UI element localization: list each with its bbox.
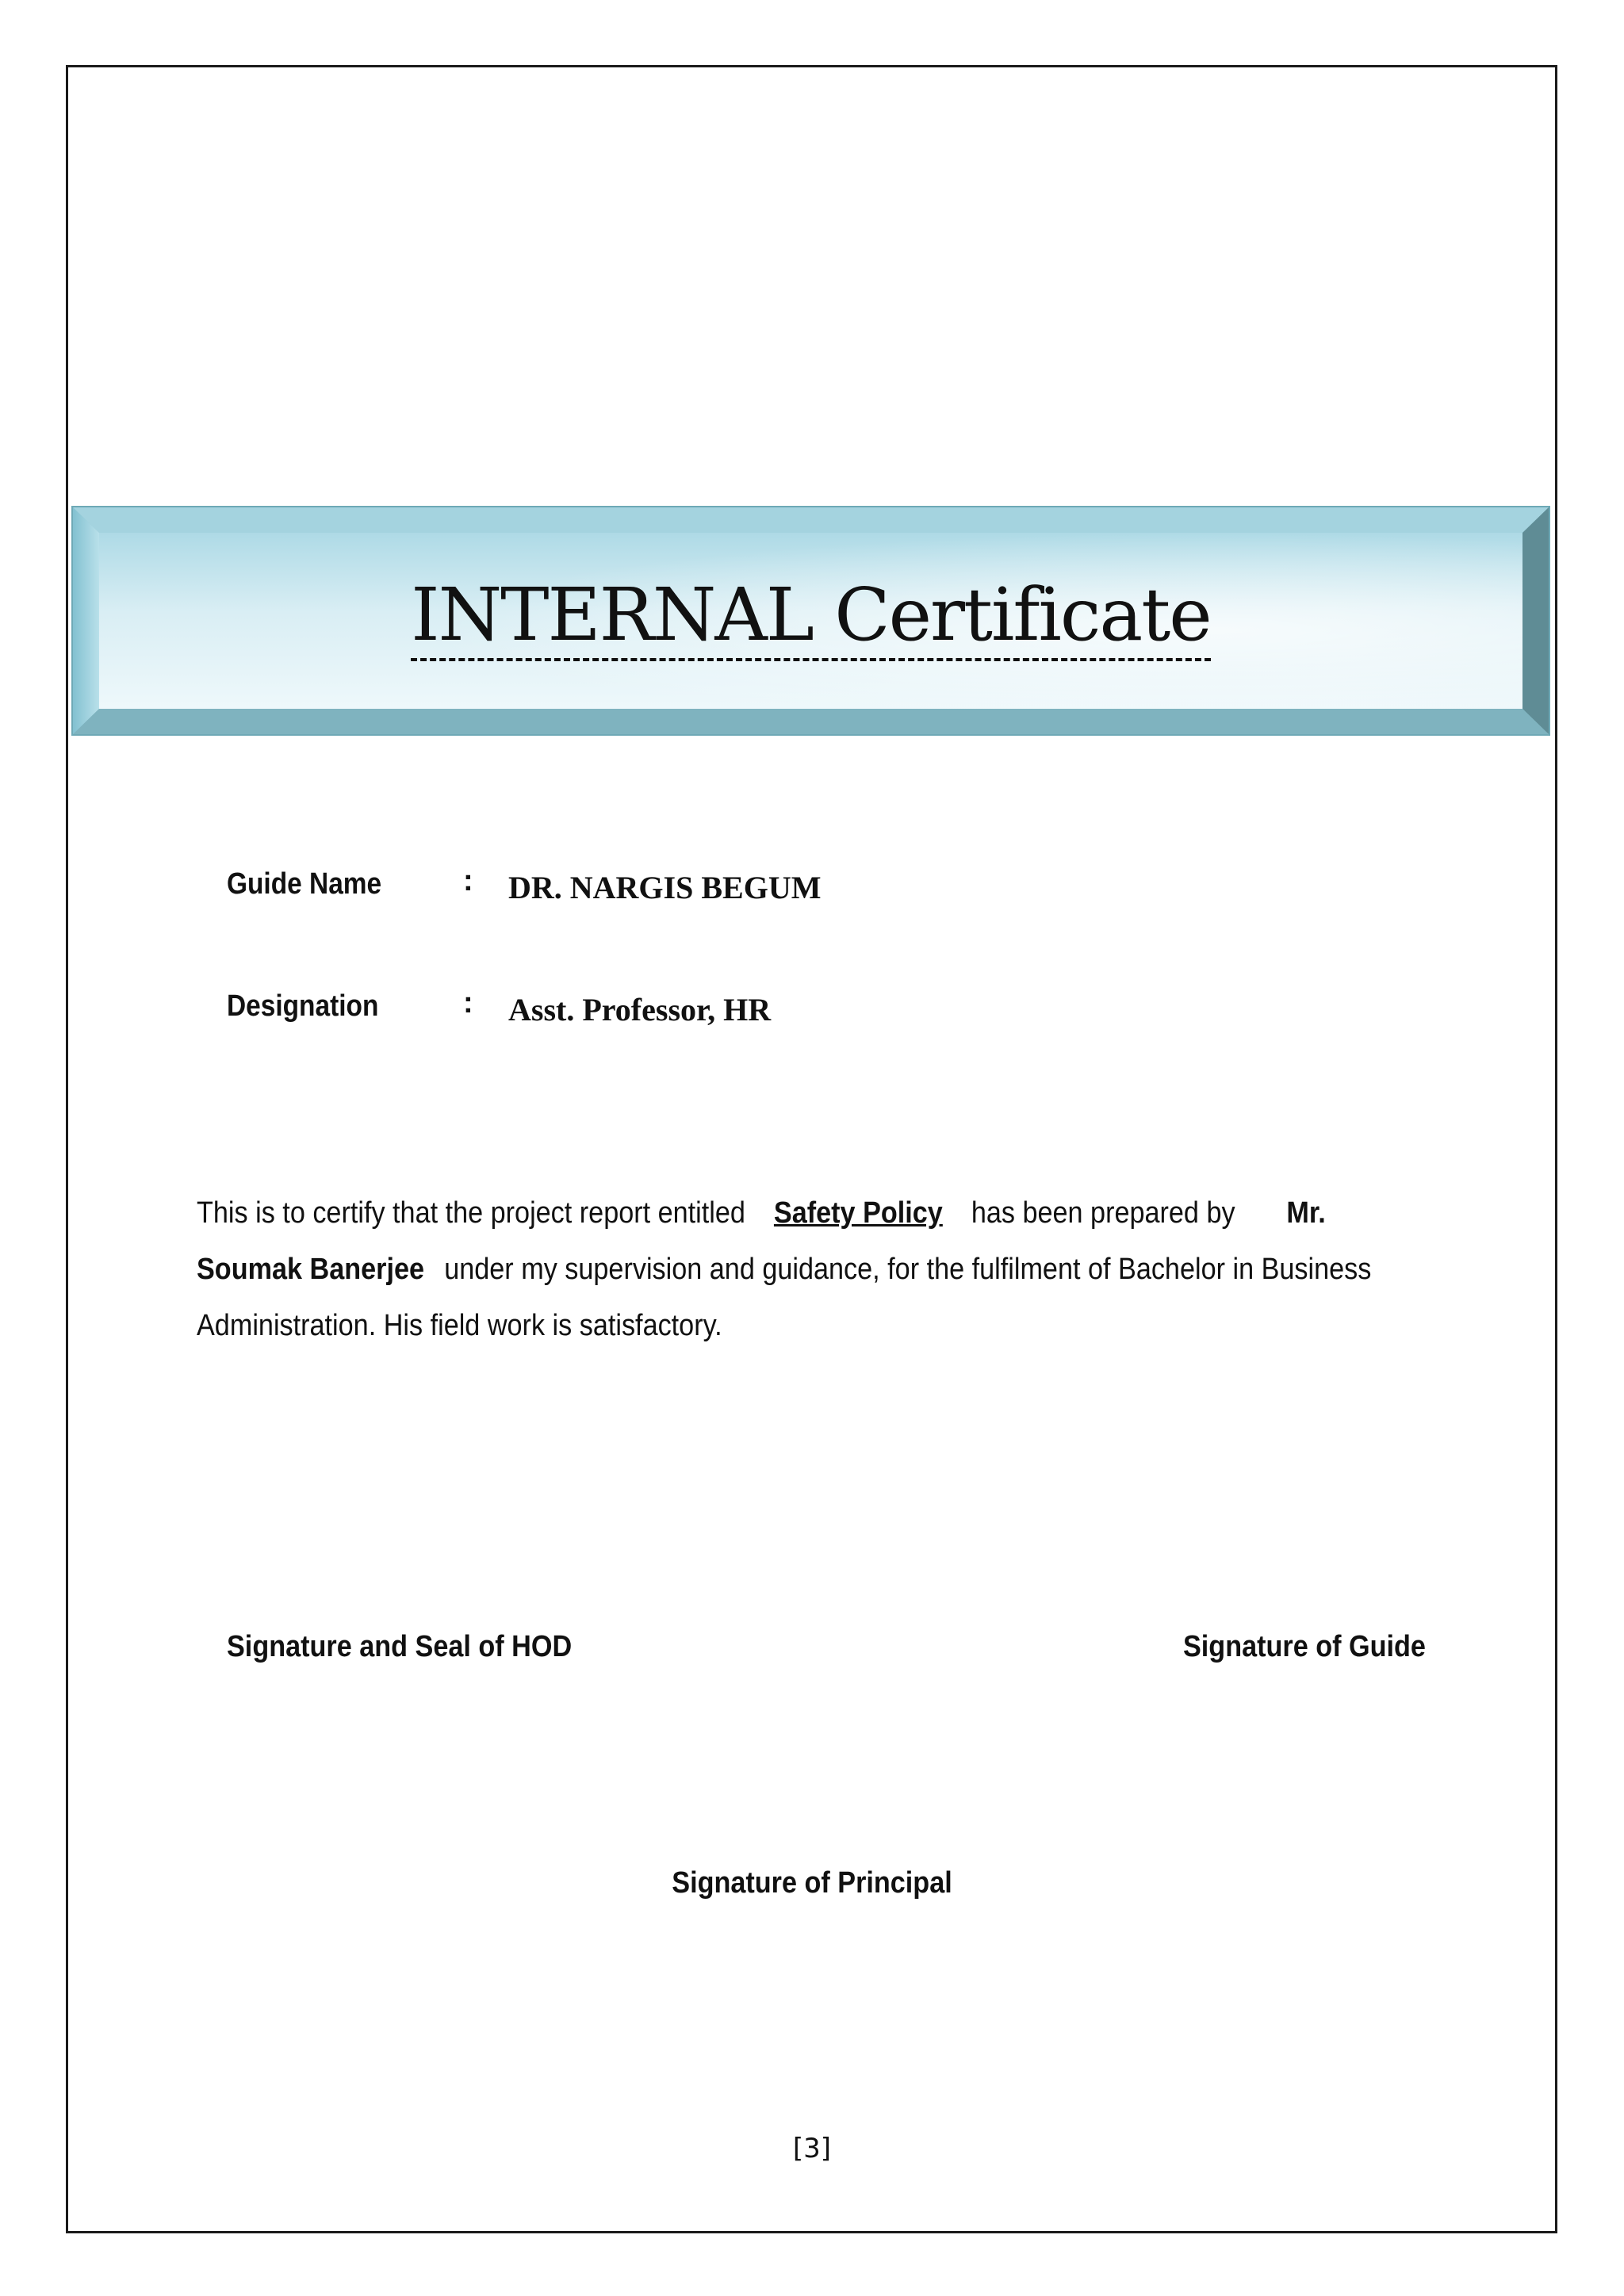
page-number: [3] [792,2133,832,2164]
designation-label: Designation [227,989,379,1023]
certification-intro: This is to certify that the project report entitled [197,1196,745,1230]
prepared-by-text: has been prepared by [971,1196,1235,1230]
guide-signature-label: Signature of Guide [1183,1630,1426,1663]
page-title [71,572,1550,661]
student-prefix: Mr. [1286,1196,1326,1230]
certification-line-1 [197,1185,1367,1242]
principal-signature-label: Signature of Principal [672,1866,952,1900]
guide-name-value: DR. NARGIS BEGUM [508,870,822,905]
designation-value: Asst. Professor, HR [508,992,772,1027]
designation-separator: : [463,986,473,1020]
guide-name-label: Guide Name [227,867,382,901]
page-border [66,65,1557,2233]
guide-name-separator: : [463,864,473,897]
page-title-text: INTERNAL Certificate [411,579,1210,661]
title-banner [71,506,1550,736]
hod-signature-label: Signature and Seal of HOD [227,1630,573,1663]
project-title: Safety Policy [773,1196,943,1230]
certification-line-3: Administration. His field work is satisfactory. [197,1309,722,1342]
student-name: Soumak Banerjee [197,1253,425,1286]
certification-paragraph [197,1185,1497,1354]
certification-rest-line-2: under my supervision and guidance, for the fulfilment of Bachelor in Business [444,1253,1372,1286]
certification-line-2 [197,1242,1372,1298]
